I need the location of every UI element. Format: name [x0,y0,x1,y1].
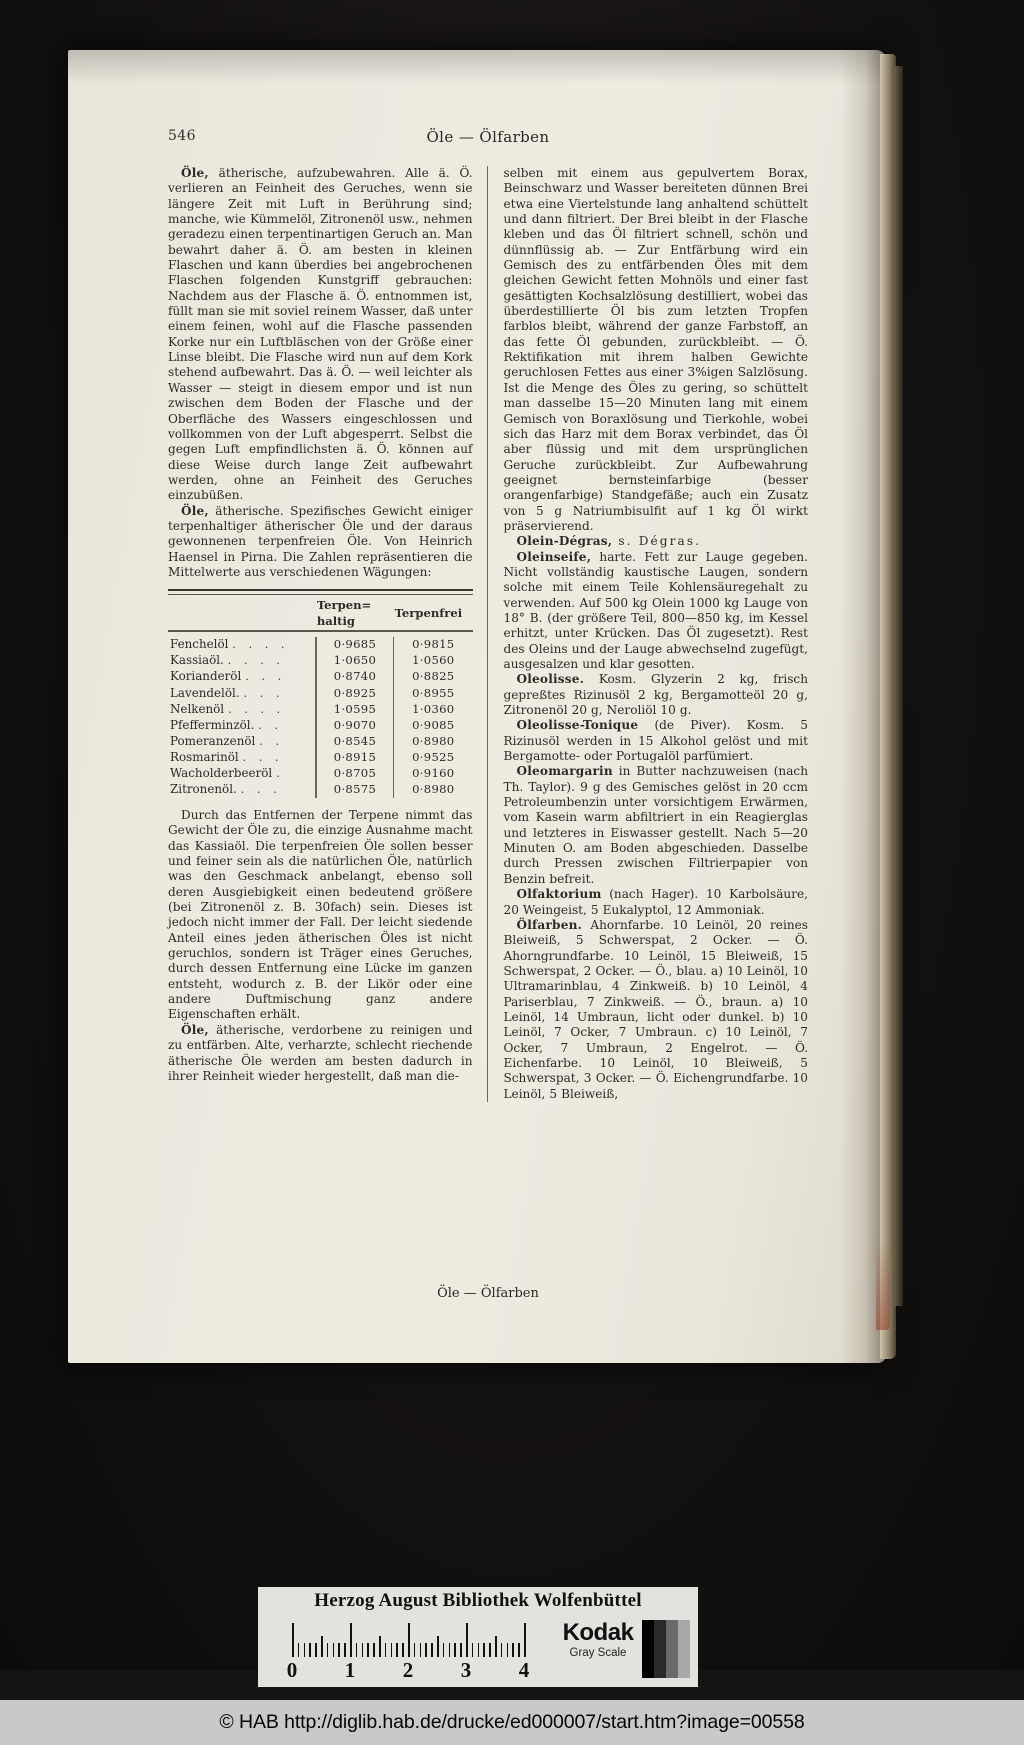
table-row [168,685,473,701]
left-text-column [168,166,487,1102]
entry-oele-spezifisches-gewicht [168,504,473,581]
calibration-strip [258,1587,698,1687]
entry-body: Durch das Entfernen der Terpene nimmt das Gewicht der Öle zu, die einzige Ausnahme macht das Kassiaöl. Die terpenfreien Öle sollen besser und feiner sein als die natürlichen Öle, natürlich was den Geschmack anbelangt, ebenso soll deren Ausgiebigkeit einen bedeutend größere (bei Zitronenöl z. B. 30fach) sein. Dieses ist jedoch nicht immer der Fall. Der leicht siedende Anteil eines jeden ätherischen Öles ist nicht geruchlos, sondern ist Träger eines Geruches, durch dessen Entfernung eine Lücke im ganzen entsteht, wodurch z. B. der Likör oder eine andere Duftmischung ganz andere Eigenschaften erhält. [168,808,473,1022]
kodak-grayscale-label: Gray Scale [569,1647,627,1659]
table-row [168,766,473,782]
oil-name: Pfefferminzöl. [170,717,255,732]
copyright-url-text: © HAB http://diglib.hab.de/drucke/ed000007/start.htm?image=00558 [219,1711,805,1733]
value-terpenfrei: 0·8980 [394,734,473,750]
two-column-layout [168,166,808,1102]
ruler-tick-mm [420,1643,422,1657]
kodak-brand-text: Kodak [562,1619,634,1646]
table-row [168,653,473,669]
ruler-tick-mm [396,1643,398,1657]
ruler-tick-mm [478,1643,480,1657]
page-footer-catchline: Öle — Ölfarben [437,1286,539,1301]
value-terpenfrei: 0·8825 [394,669,473,685]
value-terpenfrei: 1·0360 [394,701,473,717]
leader-dots: . . [259,734,284,748]
entry-body: s. Dégras. [612,534,702,549]
ruler-label: 1 [344,1658,356,1682]
gray-patch [666,1620,678,1678]
oil-name: Korianderöl [170,669,242,684]
headword: Öle, [181,1022,209,1037]
oil-name: Kassiaöl. [170,653,224,668]
ruler-tick-mm [460,1643,462,1657]
value-terpenfrei: 0·9160 [394,766,473,782]
entry-oele-verdorbene [168,1023,473,1084]
table-row [168,750,473,766]
entry-body: ätherische, verdorbene zu reinigen und zu entfärben. Alte, verharzte, schlecht riechende ätherische Öle werden am besten dadurch in ihrer Reinheit wieder hergestellt, daß man die- [168,1022,473,1083]
continuation-paragraph: selben mit einem aus gepulvertem Borax, Beinschwarz und Wasser bereiteten dünnen Brei etwa eine Viertelstunde lang anhaltend schüttelt und dann filtriert. Der Brei bleibt in der Flasche kleben und das Öl filtriert schnell, schön und dünnflüssig ab. — Zur Entfärbung wird ein Gemisch des zu entfärbenden Öles mit dem gleichen Gewicht fetten Mohnöls und einer fast gesättigten Kochsalzlösung destilliert, wobei das überdestillierte Öl bis zum letzten Tropfen farblos bleibt, während der ganze Farbstoff, an das fette Öl gebunden, zurückbleibt. — Ö. Rektifikation mit ihrem halben Gewichte geruchlosen Fettes aus einer 3%igen Salzlösung. Ist die Menge des Öles zu gering, so schüttelt man dasselbe 15—20 Minuten lang mit einem Gemisch von Boraxlösung und Tierkohle, wobei sich das Harz mit dem Borax verbindet, das Öl aber flüssig und mit dem ursprünglichen Geruche zurückbleibt. Zur Aufbewahrung geeignet bernsteinfarbige (besser orangenfarbige) Standgefäße; auch ein Zusatz von 5 g Natriumbisulfit auf 1 kg Öl wirkt präservierend. [503,166,808,533]
ruler-tick-mm [327,1643,329,1657]
header-line-2: haltig [316,613,356,628]
ruler-tick-cm [292,1623,294,1657]
entry-body: harte. Fett zur Lauge gegeben. Nicht vollständig kaustische Laugen, sondern solche mit einem Teile Kohlensäuregehalt zu verwenden. Auf 500 kg Olein 1000 kg Lauge von 18° B. (der größere Teil, 800—850 kg, im Kessel erhitzt, unter Krücken. Das Öl zugesetzt). Rest des Oleins und der Lauge abwechselnd zugefügt, ausgesalzen und klar gesotten. [503,549,808,671]
ruler-tick-cm [350,1623,352,1657]
value-terpenhaltig: 0·8925 [316,685,394,701]
gray-patch [678,1620,690,1678]
oil-name: Zitronenöl. [170,782,237,797]
ruler-tick-mm [362,1643,364,1657]
table-header-terpenfrei: Terpenfrei [394,605,463,620]
headword: Olein-Dégras, [516,534,613,549]
oil-name: Pomeranzenöl [170,733,256,748]
entry-oleinseife [504,550,809,673]
leader-dots: . . . . [232,638,289,652]
table-row [168,734,473,750]
ruler-tick-mm [304,1643,306,1657]
oil-name: Rosmarinöl [170,750,239,765]
headword: Ölfarben. [516,917,582,932]
ruler-tick-mm [385,1643,387,1657]
leader-dots: . . . [242,751,284,765]
value-terpenfrei: 0·9525 [394,750,473,766]
entry-body: (nach Hager). 10 Karbolsäure, 20 Weingeist, 5 Eukalyptol, 12 Ammoniak. [503,887,808,917]
headword: Öle, [181,503,209,518]
ruler-tick-mm [379,1636,381,1657]
leader-dots: . . . . [227,654,285,668]
ruler-tick-mm [489,1643,491,1657]
value-terpenfrei: 0·9085 [394,717,473,733]
leader-dots: . . . [240,783,282,797]
ruler-tick-mm [518,1643,520,1657]
value-terpenhaltig: 1·0650 [316,653,394,669]
running-title: Öle — Ölfarben [426,128,550,146]
ruler-tick-mm [373,1643,375,1657]
value-terpenhaltig: 0·9070 [316,717,394,733]
table-row [168,701,473,717]
value-terpenhaltig: 0·9685 [316,637,394,653]
header-line-1: Terpen= [316,598,372,613]
ruler-tick-mm [309,1643,311,1657]
book-edge-red-tint [876,1240,890,1330]
value-terpenhaltig: 1·0595 [316,701,394,717]
ruler-tick-mm [414,1643,416,1657]
ruler-tick-cm [408,1623,410,1657]
entry-oleolisse [504,672,809,718]
table-row [168,637,473,653]
oil-name: Lavendelöl. [170,685,240,700]
ruler-tick-mm [367,1643,369,1657]
value-terpenhaltig: 0·8575 [316,782,394,798]
headword: Oleolisse-Tonique [516,718,639,733]
table-header-terpenhaltig [316,597,394,631]
ruler-tick-mm [344,1643,346,1657]
value-terpenfrei: 0·8955 [394,685,473,701]
ruler-tick-mm [512,1643,514,1657]
book-fore-edge-shadow [894,66,903,1306]
gray-scale-patches [642,1620,690,1678]
type-block [168,128,808,1102]
book-page [68,50,886,1363]
entry-oele-aufzubewahren [168,166,473,504]
ruler-tick-mm [298,1643,300,1657]
headword: Öle, [181,166,209,180]
entry-olfaktorium [504,887,809,918]
table-row [168,782,473,798]
oil-name: Fenchelöl [170,637,229,652]
ruler-tick-mm [356,1643,358,1657]
gray-patch [654,1620,666,1678]
ruler-tick-mm [454,1643,456,1657]
library-title: Herzog August Bibliothek Wolfenbüttel [314,1590,642,1611]
gray-patch [642,1620,654,1678]
oil-name: Nelkenöl [170,701,225,716]
ruler-tick-mm [449,1643,451,1657]
entry-body: Ahornfarbe. 10 Leinöl, 20 reines Bleiweiß, 5 Schwerspat, 2 Ocker. — Ö. Ahorngrundfarbe. 10 Leinöl, 15 Bleiweiß, 15 Schwerspat, 2 Ocker. — Ö., blau. a) 10 Leinöl, 10 Ultramarinblau, 4 Zinkweiß. b) 10 Leinöl, 4 Pariserblau, 7 Zinkweiß. — Ö., braun. a) 10 Leinöl, 14 Umbraun, licht oder dunkel. b) 10 Leinöl, 7 Ocker, 7 Umbraun. c) 10 Leinöl, 7 Ocker, 7 Umbraun, 2 Engelrot. — Ö. Eichenfarbe. 10 Leinöl, 10 Bleiweiß, 5 Schwerspat, 3 Ocker. — Ö. Eichengrundfarbe. 10 Leinöl, 5 Bleiweiß, [503,917,808,1101]
cm-ruler [286,1617,544,1683]
page-number: 546 [168,128,196,144]
leader-dots: . [276,767,285,781]
value-terpenfrei: 0·8980 [394,782,473,798]
ruler-tick-mm [425,1643,427,1657]
table-row [168,717,473,733]
ruler-tick-mm [315,1643,317,1657]
kodak-logo [558,1621,638,1660]
value-terpenhaltig: 0·8705 [316,766,394,782]
value-terpenfrei: 0·9815 [394,637,473,653]
copyright-url-bar [0,1700,1024,1745]
entry-oelfarben [504,918,809,1102]
ruler-label: 3 [460,1658,472,1682]
headword: Oleolisse. [516,672,585,687]
ruler-tick-mm [443,1643,445,1657]
ruler-tick-mm [501,1643,503,1657]
entry-body: ätherische. Spezifisches Gewicht einiger terpenhaltiger ätherischer Öle und der daraus gewonnenen terpenfreien Öle. Von Heinrich Haensel in Pirna. Die Zahlen repräsentieren die Mittelwerte aus verschiedenen Wägungen: [168,503,473,579]
ruler-tick-mm [507,1643,509,1657]
entry-body: Kosm. Glyzerin 2 kg, frisch gepreßtes Rizinusöl 2 kg, Bergamotteöl 20 g, Zitronenöl 20 g, Neroliöl 10 g. [503,672,808,718]
table-header-blank [168,597,316,631]
right-text-column [487,166,809,1102]
ruler-tick-mm [495,1636,497,1657]
ruler-tick-mm [321,1636,323,1657]
entry-olein-degras [504,534,809,549]
ruler-label: 0 [286,1658,298,1682]
headword: Olfaktorium [516,887,602,902]
ruler-tick-cm [466,1623,468,1657]
entry-body: ätherische, aufzubewahren. Alle ä. Ö. verlieren an Feinheit des Geruches, wenn sie längere Zeit mit Luft in Berührung sind; manche, wie Kümmelöl, Zitronenöl usw., nehmen geradezu einen terpentinartigen Geruch an. Man bewahrt daher ä. Ö. am besten in kleinen Flaschen und kann überdies bei angebrochenen Flaschen folgenden Kunstgriff gebrauchen: Nachdem aus der Flasche ä. Ö. entnommen ist, füllt man sie mit soviel reinem Wasser, daß unter einem feinen, wohl auf die Flasche passenden Korke nur ein Luftbläschen von der Größe einer Linse bleibt. Die Flasche wird nun auf dem Kork stehend aufbewahrt. Das ä. Ö. — weil leichter als Wasser — steigt in diesem empor und ist nun zwischen dem Boden der Flasche und der Oberfläche des Wassers eingeschlossen und vollkommen von der Luft abgesperrt. Selbst die gegen Luft empfindlichsten ä. Ö. können auf diese Weise durch lange Zeit aufbewahrt werden, ohne an Feinheit des Geruches einzubüßen. [168,166,473,503]
table-row [168,669,473,685]
ruler-label: 2 [402,1658,414,1682]
ruler-tick-mm [338,1643,340,1657]
value-terpenhaltig: 0·8740 [316,669,394,685]
ruler-tick-mm [402,1643,404,1657]
ruler-tick-mm [437,1636,439,1657]
oil-name: Wacholderbeeröl [170,766,273,781]
leader-dots: . . . [243,686,284,700]
leader-dots: . . . [245,670,286,684]
value-terpenfrei: 1·0560 [394,653,473,669]
ruler-label: 4 [518,1658,530,1682]
value-terpenhaltig: 0·8915 [316,750,394,766]
ruler-tick-mm [472,1643,474,1657]
entry-body: in Butter nachzuweisen (nach Th. Taylor). 9 g des Gemisches gelöst in 20 ccm Petroleumbenzin unter vorsichtigem Erwärmen, vom Kasein warm abfiltriert in ein Reagierglas und letzteres in Eiswasser gestellt. Nach 5—20 Minuten O. am Boden abgeschieden. Dasselbe durch Pressen zwischen Filtrierpapier von Benzin befreit. [503,764,808,886]
ruler-tick-mm [391,1643,393,1657]
headword: Oleinseife, [516,549,592,564]
entry-oleomargarin [504,764,809,887]
entry-body: (de Piver). Kosm. 5 Rizinusöl werden in 15 Alkohol gelöst und mit Bergamotte- oder Portugalöl parfümiert. [503,718,808,764]
ruler-tick-mm [431,1643,433,1657]
ruler-tick-cm [524,1623,526,1657]
value-terpenhaltig: 0·8545 [316,734,394,750]
headword: Oleomargarin [516,764,613,779]
leader-dots: . . [258,718,283,732]
ruler-tick-mm [333,1643,335,1657]
density-table [168,589,473,798]
running-head [168,128,808,150]
ruler-tick-mm [483,1643,485,1657]
leader-dots: . . . . [228,702,285,716]
paragraph-after-table [168,808,473,1023]
table-header-row [168,597,473,631]
entry-oleolisse-tonique [504,718,809,764]
